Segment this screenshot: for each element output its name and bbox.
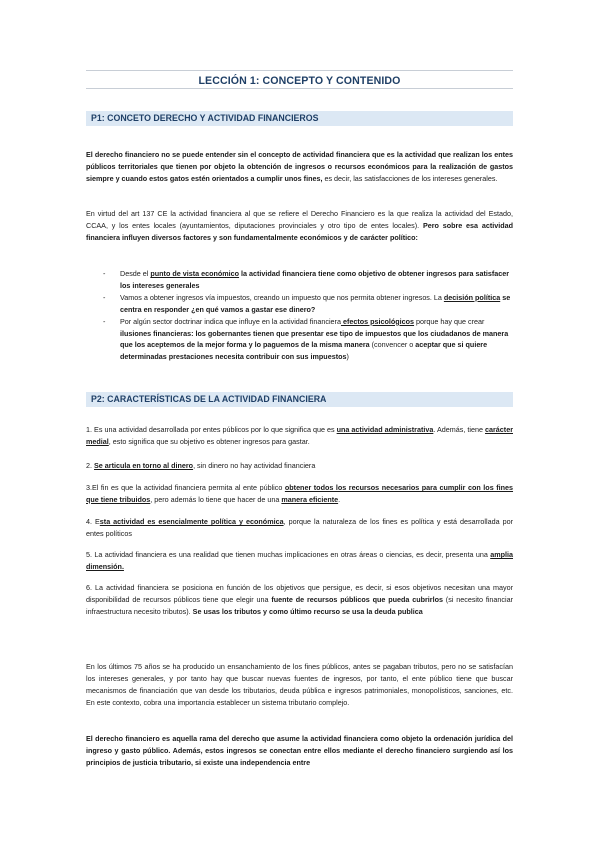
characteristic-4: 4. Esta actividad es esencialmente política y económica, porque la naturaleza de los fines es política y está desarrollada por entes políticos	[86, 517, 513, 538]
paragraph-public-purposes-text: En los últimos 75 años se ha producido un ensanchamiento de los fines públicos, antes se pagaban tributos, pero no se satisfacían los intereses generales, y por tanto hay que buscar nuevas fuentes de ingresos, por tanto, el ente público tiene que buscar mecanismos de financiación que van desde los tributarios, deuda pública e ingresos patrimoniales, monopolísticos, sanciones, etc. En este contexto, cobra una importancia establecer un sistema tributario complejo.	[86, 662, 513, 707]
paragraph-art137-text: En virtud del art 137 CE la actividad financiera al que se refiere el Derecho Financiero es la que realiza la actividad del Estado, CCAA, y los entes locales (ayuntamientos, diputaciones provinciales y otro tipo de entes locales).	[86, 209, 513, 230]
list-item: - Desde el punto de vista económico la actividad financiera tiene como objetivo de obtener ingresos para satisfacer los intereses generales	[103, 269, 510, 290]
list-item: - Por algún sector doctrinar indica que influye en la actividad financiera efectos psicológicos porque hay que crear ilusiones financieras: los gobernantes tienen que presentar ese tipo de impuestos que los ciudadanos de manera que los aceptemos de la mejor forma y lo paguemos de la misma manera (convencer o aceptar que si quiere determinadas prestaciones necesita contribuir con sus impuestos)	[103, 316, 509, 362]
title-block	[86, 70, 513, 89]
paragraph-definition-text: El derecho financiero no se puede entender sin el concepto de actividad financiera que es la actividad que realizan los entes públicos territoriales que tienen por objeto la obtención de ingresos o recursos económicos para la realización de gastos siempre y cuando estos gatos estén orientados a cumplir unos fines,	[86, 150, 513, 183]
section-heading-1	[86, 111, 513, 126]
characteristic-3: 3.El fin es que la actividad financiera permita al ente público obtener todos los recursos necesarios para cumplir con los fines que tiene tribuidos, pero además lo tiene que hacer de una manera eficiente.	[86, 483, 514, 504]
paragraph-art137	[86, 208, 513, 244]
section-heading-1-text: P1: CONCETO DERECHO Y ACTIVIDAD FINANCIEROS	[91, 113, 319, 123]
paragraph-art137-bold: Pero sobre esa actividad financiera influyen diversos factores y son fundamentalmente económicos y de carácter político:	[86, 220, 513, 242]
characteristic-1: 1. Es una actividad desarrollada por entes públicos por lo que significa que es una actividad administrativa. Además, tiene carácter medial, esto significa que su objetivo es obtener ingresos para gastar.	[86, 425, 513, 446]
paragraph-public-purposes	[86, 661, 513, 709]
paragraph-financial-law	[86, 733, 513, 769]
paragraph-definition-tail: es decir, las satisfacciones de los intereses generales.	[322, 173, 498, 183]
paragraph-definition	[86, 149, 513, 185]
characteristic-5: 5. La actividad financiera es una realidad que tienen muchas implicaciones en otras áreas o ciencias, es decir, presenta una amplia dimensión.	[86, 550, 513, 571]
factors-list	[86, 268, 513, 363]
section-heading-2	[86, 392, 513, 407]
paragraph-financial-law-text: El derecho financiero es aquella rama del derecho que asume la actividad financiera como objeto la ordenación jurídica del ingreso y gasto público. Además, estos ingresos se conectan entre ellos mediante el derecho financiero surgiendo así los principios de justicia tributario, si existe una independencia entre	[86, 734, 513, 767]
list-item: - Vamos a obtener ingresos vía impuestos, creando un impuesto que nos permita obtener ingresos. La decisión política se centra en responder ¿en qué vamos a gastar ese dinero?	[103, 292, 511, 314]
lesson-title: LECCIÓN 1: CONCEPTO Y CONTENIDO	[198, 75, 401, 87]
characteristic-2: 2. Se articula en torno al dinero, sin dinero no hay actividad financiera	[86, 461, 316, 470]
characteristic-6: 6. La actividad financiera se posiciona en función de los objetivos que persigue, es decir, si esos objetivos necesitan una mayor disponibilidad de recursos públicos tiene que elegir una fuente de recursos públicos que pueda cubrirlos (si necesito financiar infraestructura necesito tributos). Se usas los tributos y como último recurso se usa la deuda publica	[86, 583, 514, 616]
section-heading-2-text: P2: CARACTERÍSTICAS DE LA ACTIVIDAD FINANCIERA	[91, 394, 327, 404]
